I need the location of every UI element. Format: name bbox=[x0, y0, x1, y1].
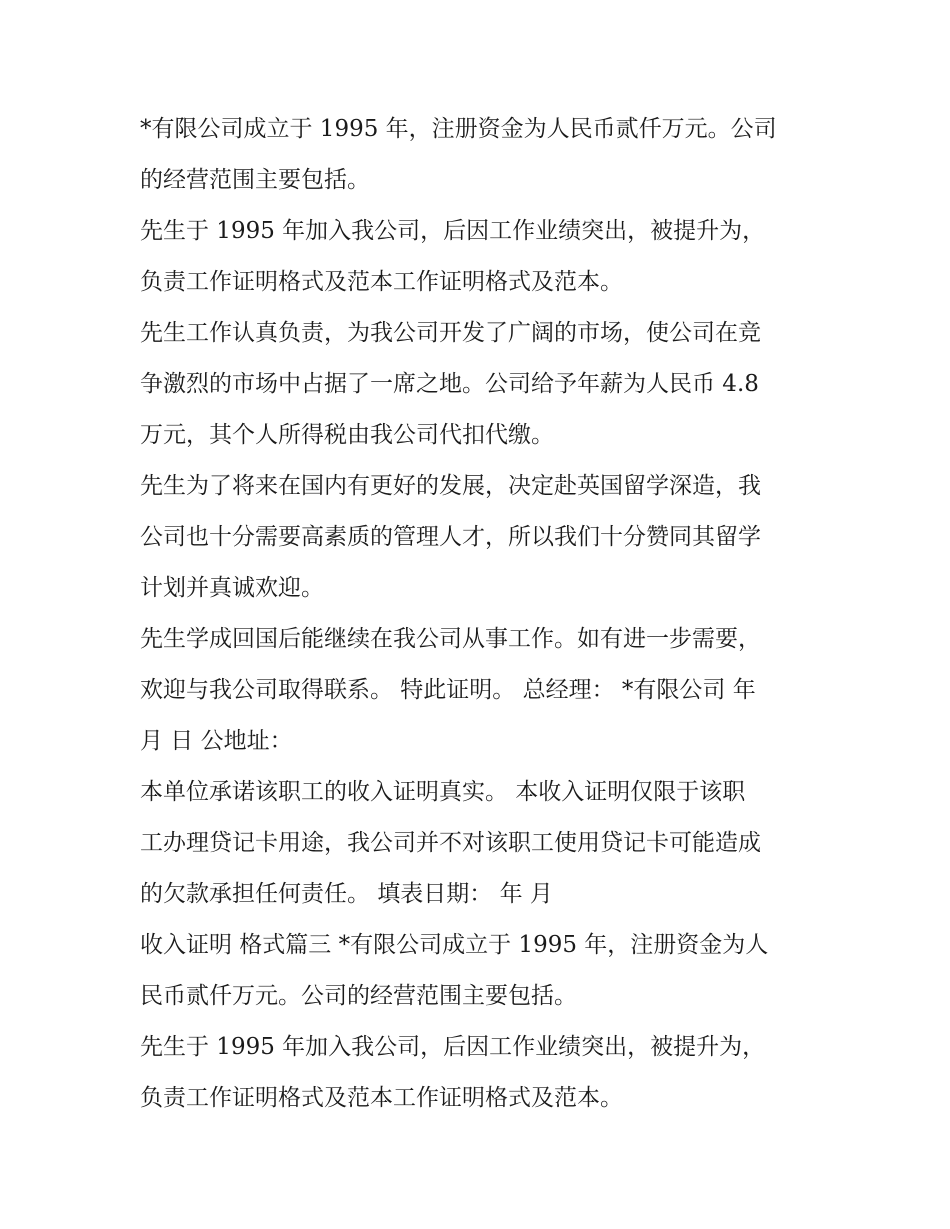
text-line: 月 日 公地址： bbox=[140, 728, 293, 754]
text-line: 公司也十分需要高素质的管理人才，所以我们十分赞同其留学 bbox=[140, 524, 761, 550]
text-line: 本单位承诺该职工的收入证明真实。 本收入证明仅限于该职 bbox=[140, 779, 746, 805]
text-line: 先生工作认真负责，为我公司开发了广阔的市场，使公司在竞 bbox=[140, 320, 761, 346]
text-line: 先生于 1995 年加入我公司，后因工作业绩突出，被提升为， bbox=[140, 1034, 766, 1060]
text-line: 的经营范围主要包括。 bbox=[140, 167, 370, 193]
text-line: 万元，其个人所得税由我公司代扣代缴。 bbox=[140, 422, 554, 448]
text-line: 负责工作证明格式及范本工作证明格式及范本。 bbox=[140, 269, 623, 295]
text-line: 先生为了将来在国内有更好的发展，决定赴英国留学深造，我 bbox=[140, 473, 761, 499]
text-line: 民币贰仟万元。公司的经营范围主要包括。 bbox=[140, 983, 577, 1009]
text-line: 欢迎与我公司取得联系。 特此证明。 总经理： *有限公司 年 bbox=[140, 677, 756, 703]
text-line: 争激烈的市场中占据了一席之地。公司给予年薪为人民币 4.8 bbox=[140, 371, 759, 397]
text-line: 先生于 1995 年加入我公司，后因工作业绩突出，被提升为， bbox=[140, 218, 766, 244]
text-line: 的欠款承担任何责任。 填表日期： 年 月 bbox=[140, 881, 553, 907]
text-line: 计划并真诚欢迎。 bbox=[140, 575, 324, 601]
text-line: 先生学成回国后能继续在我公司从事工作。如有进一步需要， bbox=[140, 626, 761, 652]
text-line: 收入证明 格式篇三 *有限公司成立于 1995 年，注册资金为人 bbox=[140, 932, 769, 958]
document-body bbox=[140, 104, 820, 1124]
text-line: *有限公司成立于 1995 年，注册资金为人民币贰仟万元。公司 bbox=[140, 116, 777, 142]
text-line: 工办理贷记卡用途，我公司并不对该职工使用贷记卡可能造成 bbox=[140, 830, 761, 856]
text-line: 负责工作证明格式及范本工作证明格式及范本。 bbox=[140, 1085, 623, 1111]
